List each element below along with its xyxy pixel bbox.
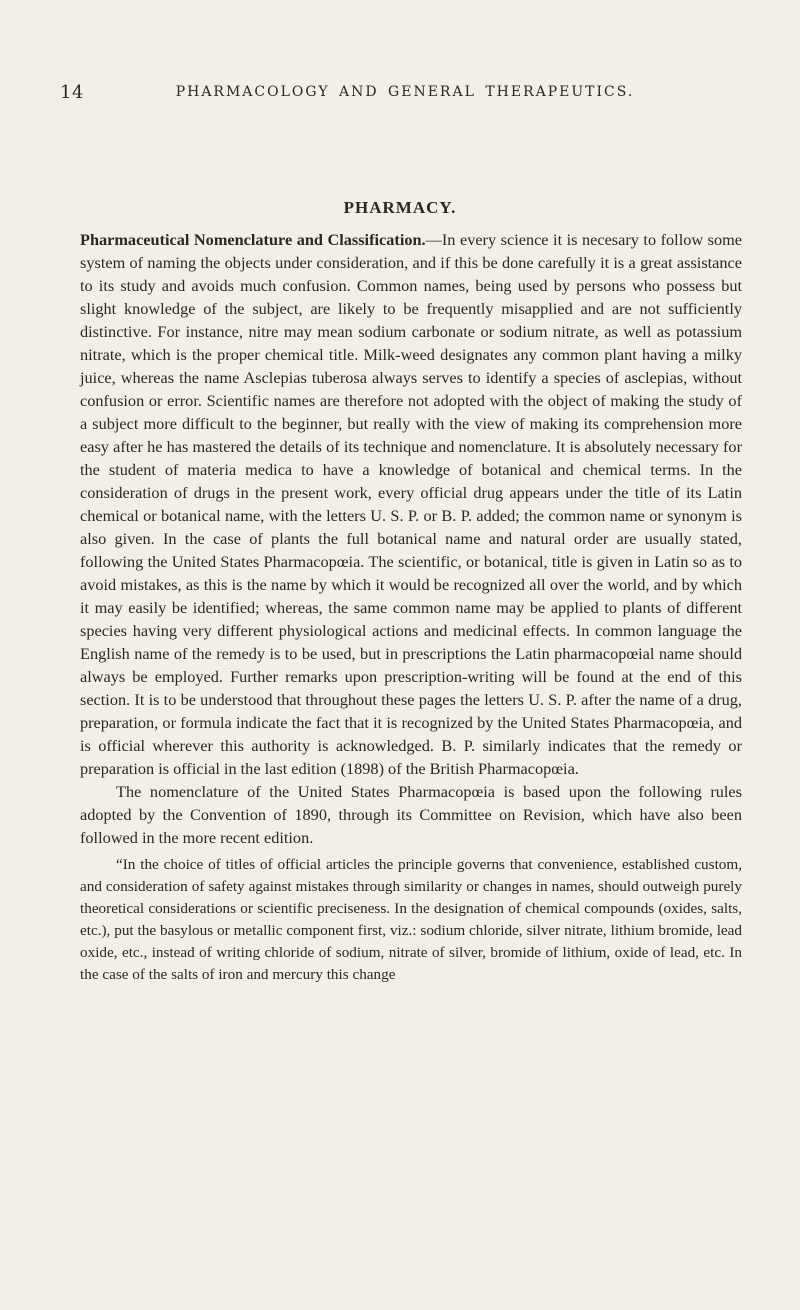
paragraph-quotation: “In the choice of titles of official articles the principle governs that convenience, established custom, and consideration of safety against mistakes through similarity or changes in names, should outweigh purely theoretical considerations or scientific preciseness. In the designation of chemical compounds (oxides, salts, etc.), put the basylous or metallic component first, viz.: sodium chloride, silver nitrate, lithium bromide, lead oxide, etc., instead of writing chloride of sodium, nitrate of silver, bromide of lithium, oxide of lead, etc. In the case of the salts of iron and mercury this change (80, 856, 742, 983)
paragraph-usp-rules: The nomenclature of the United States Pharmacopœia is based upon the following rules adopted by the Convention of 1890, through its Committee on Revision, which have also been followed in the more recent edition. (80, 782, 742, 847)
section-heading: PHARMACY. (343, 198, 457, 217)
body-text (80, 228, 742, 986)
running-header (60, 82, 750, 104)
running-title: PHARMACOLOGY AND GENERAL THERAPEUTICS. (175, 84, 635, 100)
page-number: 14 (60, 82, 84, 103)
run-in-heading: Pharmaceutical Nomenclature and Classification. (80, 230, 426, 249)
paragraph-text: —In every science it is necesary to follow some system of naming the objects under consideration, and if this be done carefully it is a great assistance to its study and avoids much confusion. Common names, being used by persons who possess but slight knowledge of the subject, are likely to be frequently misapplied and are not sufficiently distinctive. For instance, nitre may mean sodium carbonate or sodium nitrate, as well as potassium nitrate, which is the proper chemical title. Milk-weed designates any common plant having a milky juice, whereas the name Asclepias tuberosa always serves to identify a species of asclepias, without confusion or error. Scientific names are therefore not adopted with the object of making the study of a subject more difficult to the beginner, but really with the view of making its comprehension more easy after he has mastered the details of its technique and nomenclature. It is absolutely necessary for the student of materia medica to have a knowledge of botanical and chemical terms. In the consideration of drugs in the present work, every official drug appears under the title of its Latin chemical or botanical name, with the letters U. S. P. or B. P. added; the common name or synonym is also given. In the case of plants the full botanical name and natural order are usually stated, following the United States Pharmacopœia. The scientific, or botanical, title is given in Latin so as to avoid mistakes, as this is the name by which it would be recognized all over the world, and by which it may easily be identified; whereas, the same common name may be applied to plants of different species having very different physiological actions and medicinal effects. In common language the English name of the remedy is to be used, but in prescriptions the Latin pharmacopœial name should always be employed. Further remarks upon prescription-writing will be found at the end of this section. It is to be understood that throughout these pages the letters U. S. P. after the name of a drug, preparation, or formula indicate the fact that it is recognized by the United States Pharmacopœia, and is official wherever this authority is acknowledged. B. P. similarly indicates that the remedy or preparation is official in the last edition (1898) of the British Pharmacopœia. (80, 230, 742, 778)
paragraph-nomenclature (80, 228, 742, 780)
